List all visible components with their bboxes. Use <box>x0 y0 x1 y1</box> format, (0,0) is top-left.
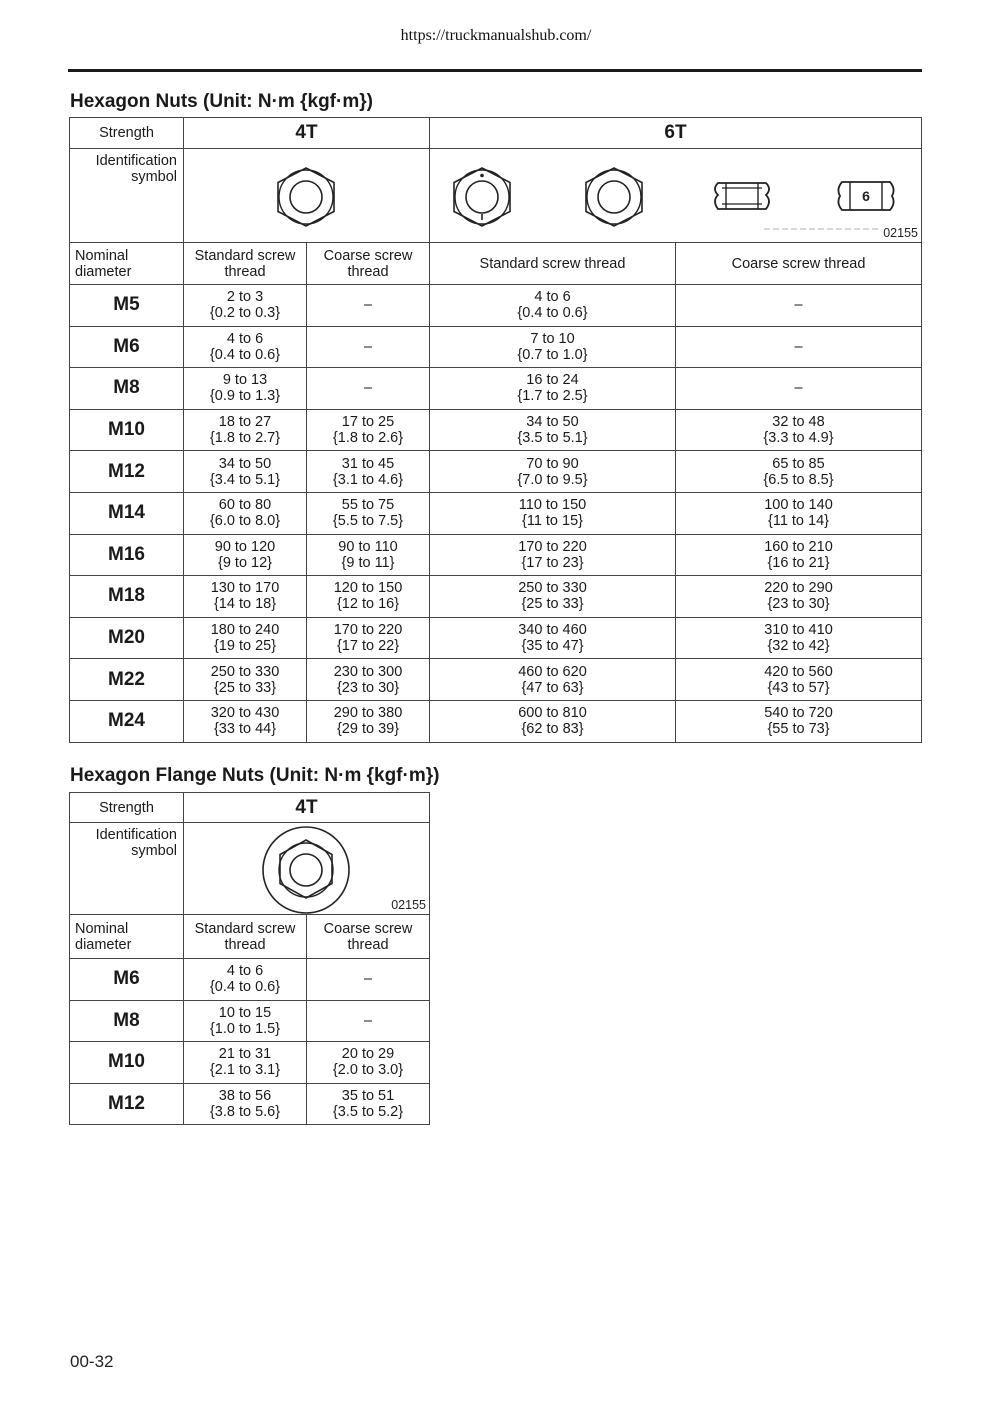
col-header-coarse <box>307 915 430 959</box>
torque-range: 420 to 560 <box>764 663 833 680</box>
torque-range: 9 to 13 <box>222 372 268 389</box>
torque-range: 70 to 90 <box>526 455 579 472</box>
torque-cell-1 <box>184 368 307 410</box>
nominal-size: M12 <box>70 1083 184 1125</box>
hexagon-nuts-title: Hexagon Nuts (Unit: N·m {kgf·m}) <box>70 91 373 112</box>
torque-range-kgfm: {0.4 to 0.6} <box>209 979 281 996</box>
torque-range-kgfm: {11 to 14} <box>767 513 830 530</box>
torque-range: 2 to 3 <box>226 289 264 306</box>
table-row <box>70 326 922 368</box>
torque-range-kgfm: {3.1 to 4.6} <box>332 471 404 488</box>
site-url[interactable]: https://truckmanualshub.com/ <box>400 27 592 44</box>
torque-cell-3 <box>430 576 676 618</box>
col-header-4t-coarse <box>307 243 430 285</box>
torque-cell-1 <box>184 534 307 576</box>
torque-cell-2 <box>307 492 430 534</box>
torque-range-kgfm: {6.5 to 8.5} <box>763 471 834 488</box>
torque-range-kgfm: {29 to 39} <box>336 721 400 738</box>
nominal-label-line1: Nominal <box>75 247 129 264</box>
table-row <box>70 285 922 327</box>
torque-range: – <box>794 338 803 355</box>
torque-range: – <box>794 297 803 314</box>
page-number: 00-32 <box>70 1352 114 1371</box>
torque-range: 4 to 6 <box>226 330 264 347</box>
torque-cell-2 <box>307 959 430 1001</box>
torque-range: – <box>794 380 803 397</box>
col-header-6t-standard: Standard screw thread <box>430 243 676 285</box>
torque-range: 100 to 140 <box>764 497 833 514</box>
torque-cell-1 <box>184 659 307 701</box>
torque-range: 7 to 10 <box>530 330 575 347</box>
torque-range-kgfm: {1.7 to 2.5} <box>517 388 588 405</box>
torque-range-kgfm: {1.8 to 2.6} <box>332 430 404 447</box>
col-header-standard <box>184 915 307 959</box>
torque-cell-3 <box>430 368 676 410</box>
torque-range-kgfm: {3.4 to 5.1} <box>209 471 281 488</box>
col-header-6t-coarse: Coarse screw thread <box>676 243 922 285</box>
nominal-label-line2: diameter <box>75 936 132 953</box>
torque-cell-3 <box>430 534 676 576</box>
torque-range-kgfm: {9 to 11} <box>341 554 395 571</box>
torque-cell-1 <box>184 1000 307 1042</box>
torque-range: 20 to 29 <box>341 1046 395 1063</box>
torque-cell-2 <box>307 1042 430 1084</box>
grade-4t: 4T <box>184 793 430 823</box>
nominal-size: M6 <box>70 326 184 368</box>
grade-4t: 4T <box>184 118 430 149</box>
torque-range-kgfm: {23 to 30} <box>767 596 830 613</box>
torque-range: 170 to 220 <box>333 622 403 639</box>
nominal-size: M10 <box>70 409 184 451</box>
torque-cell-4 <box>676 285 922 327</box>
torque-cell-2 <box>307 1083 430 1125</box>
torque-range-kgfm: {0.7 to 1.0} <box>517 346 588 363</box>
torque-range-kgfm: {3.3 to 4.9} <box>763 430 834 447</box>
torque-range-kgfm: {12 to 16} <box>336 596 400 613</box>
torque-range: 250 to 330 <box>210 663 280 680</box>
nominal-size: M24 <box>70 700 184 742</box>
torque-cell-2 <box>307 451 430 493</box>
torque-range-kgfm: {3.8 to 5.6} <box>209 1104 281 1121</box>
torque-cell-3 <box>430 451 676 493</box>
torque-cell-2 <box>307 409 430 451</box>
torque-range-kgfm: {19 to 25} <box>213 638 277 655</box>
torque-range: 130 to 170 <box>210 580 280 597</box>
grade-6t: 6T <box>430 118 922 149</box>
torque-range-kgfm: {6.0 to 8.0} <box>209 513 281 530</box>
nominal-diameter-label <box>70 915 184 959</box>
table-row <box>70 959 430 1001</box>
table-row <box>70 451 922 493</box>
torque-range: 290 to 380 <box>333 705 403 722</box>
torque-range-kgfm: {7.0 to 9.5} <box>517 471 588 488</box>
col-header-line2: thread <box>224 936 266 953</box>
torque-range-kgfm: {17 to 22} <box>336 638 400 655</box>
figure-number: 02155 <box>883 226 918 240</box>
hex-nut-plain-icon <box>586 168 642 226</box>
torque-range-kgfm: {3.5 to 5.2} <box>332 1104 404 1121</box>
torque-cell-4 <box>676 368 922 410</box>
hex-nut-side-groove-icon <box>715 183 769 209</box>
marking-6-label: 6 <box>862 188 870 204</box>
hex-nut-4t-icon <box>184 149 430 243</box>
torque-range: 60 to 80 <box>218 497 272 514</box>
torque-cell-1 <box>184 576 307 618</box>
id-label-line1: Identification <box>95 153 177 169</box>
table-row <box>70 409 922 451</box>
torque-range-kgfm: {0.9 to 1.3} <box>209 388 281 405</box>
identification-symbol-label <box>70 149 184 243</box>
torque-range: 34 to 50 <box>526 414 579 431</box>
hexagon-flange-nuts-title: Hexagon Flange Nuts (Unit: N·m {kgf·m}) <box>70 765 440 786</box>
torque-range-kgfm: {16 to 21} <box>767 554 830 571</box>
torque-cell-4 <box>676 326 922 368</box>
nominal-size: M8 <box>70 1000 184 1042</box>
torque-cell-4 <box>676 700 922 742</box>
col-header-line1: Coarse screw <box>323 247 413 264</box>
torque-cell-3 <box>430 659 676 701</box>
torque-range: 540 to 720 <box>764 705 833 722</box>
torque-range: 170 to 220 <box>518 538 587 555</box>
nominal-size: M8 <box>70 368 184 410</box>
torque-range-kgfm: {25 to 33} <box>213 679 277 696</box>
torque-range-kgfm: {9 to 12} <box>217 554 273 571</box>
torque-range: 250 to 330 <box>518 580 587 597</box>
symbol-6t-cell <box>430 149 922 243</box>
table-row <box>70 534 922 576</box>
torque-range: – <box>363 380 373 397</box>
table-row <box>70 659 922 701</box>
torque-range: 35 to 51 <box>341 1088 395 1105</box>
table-row <box>70 492 922 534</box>
hex-nut-6t-symbols <box>430 149 922 243</box>
torque-range-kgfm: {43 to 57} <box>767 679 830 696</box>
torque-range: 90 to 120 <box>214 538 276 555</box>
torque-range-kgfm: {62 to 83} <box>521 721 584 738</box>
table-row <box>70 617 922 659</box>
nominal-size: M20 <box>70 617 184 659</box>
col-header-line2: thread <box>224 263 266 280</box>
torque-cell-3 <box>430 326 676 368</box>
torque-cell-1 <box>184 1042 307 1084</box>
identification-symbol-label <box>70 823 184 915</box>
torque-cell-1 <box>184 700 307 742</box>
torque-cell-1 <box>184 451 307 493</box>
torque-cell-4 <box>676 451 922 493</box>
torque-range-kgfm: {0.4 to 0.6} <box>209 346 281 363</box>
torque-range: 16 to 24 <box>526 372 579 389</box>
torque-range-kgfm: {2.0 to 3.0} <box>332 1062 404 1079</box>
torque-cell-1 <box>184 959 307 1001</box>
torque-range-kgfm: {11 to 15} <box>521 513 584 530</box>
torque-range: 4 to 6 <box>534 289 571 306</box>
nominal-size: M6 <box>70 959 184 1001</box>
id-label-line2: symbol <box>131 169 177 185</box>
torque-range: 31 to 45 <box>341 455 395 472</box>
torque-range: 17 to 25 <box>341 414 395 431</box>
nominal-size: M14 <box>70 492 184 534</box>
torque-range-kgfm: {35 to 47} <box>521 638 584 655</box>
torque-cell-4 <box>676 576 922 618</box>
table-row <box>70 700 922 742</box>
torque-range: 38 to 56 <box>218 1088 272 1105</box>
torque-cell-2 <box>307 617 430 659</box>
torque-range: – <box>363 1012 373 1029</box>
nominal-diameter-label <box>70 243 184 285</box>
torque-cell-1 <box>184 409 307 451</box>
torque-cell-2 <box>307 534 430 576</box>
torque-range-kgfm: {2.1 to 3.1} <box>209 1062 281 1079</box>
torque-range-kgfm: {0.2 to 0.3} <box>209 305 281 322</box>
torque-range-kgfm: {32 to 42} <box>767 638 830 655</box>
nominal-size: M10 <box>70 1042 184 1084</box>
torque-range: 310 to 410 <box>764 622 833 639</box>
torque-cell-1 <box>184 326 307 368</box>
torque-cell-4 <box>676 659 922 701</box>
nominal-size: M5 <box>70 285 184 327</box>
torque-range-kgfm: {5.5 to 7.5} <box>332 513 404 530</box>
torque-range: 180 to 240 <box>210 622 280 639</box>
torque-range-kgfm: {0.4 to 0.6} <box>517 305 588 322</box>
torque-range: 4 to 6 <box>226 963 264 980</box>
table-row <box>70 1000 430 1042</box>
torque-range-kgfm: {25 to 33} <box>521 596 584 613</box>
symbol-flange-4t-cell <box>184 823 430 915</box>
torque-cell-3 <box>430 617 676 659</box>
torque-cell-2 <box>307 1000 430 1042</box>
col-header-line1: Coarse screw <box>323 920 413 937</box>
torque-range: 120 to 150 <box>333 580 403 597</box>
nominal-size: M22 <box>70 659 184 701</box>
table-row <box>70 1083 430 1125</box>
strength-label: Strength <box>70 118 184 149</box>
id-label-line2: symbol <box>131 843 177 859</box>
torque-cell-1 <box>184 1083 307 1125</box>
torque-range: 65 to 85 <box>772 455 825 472</box>
torque-cell-2 <box>307 326 430 368</box>
torque-range-kgfm: {1.0 to 1.5} <box>209 1020 281 1037</box>
torque-range: 110 to 150 <box>518 497 587 514</box>
hexagon-nuts-table <box>69 117 922 743</box>
hex-nut-side-numbered-icon <box>838 182 893 210</box>
torque-cell-2 <box>307 576 430 618</box>
table-row <box>70 368 922 410</box>
nominal-label-line1: Nominal <box>75 920 129 937</box>
torque-range: 21 to 31 <box>218 1046 272 1063</box>
header-rule <box>68 69 922 72</box>
symbol-4t-cell <box>184 149 430 243</box>
torque-range: 55 to 75 <box>341 497 395 514</box>
torque-range: 18 to 27 <box>218 414 272 431</box>
torque-range-kgfm: {17 to 23} <box>521 554 584 571</box>
torque-range-kgfm: {3.5 to 5.1} <box>517 430 588 447</box>
col-header-line2: thread <box>347 936 389 953</box>
torque-cell-2 <box>307 659 430 701</box>
torque-range-kgfm: {33 to 44} <box>213 721 277 738</box>
torque-cell-3 <box>430 285 676 327</box>
torque-range: 230 to 300 <box>333 663 403 680</box>
torque-cell-4 <box>676 409 922 451</box>
torque-range: 220 to 290 <box>764 580 833 597</box>
torque-range: 340 to 460 <box>518 622 587 639</box>
torque-cell-1 <box>184 492 307 534</box>
nominal-size: M12 <box>70 451 184 493</box>
torque-range: – <box>363 971 373 988</box>
torque-range: 34 to 50 <box>218 455 272 472</box>
torque-range: – <box>363 297 373 314</box>
torque-range: 32 to 48 <box>772 414 825 431</box>
torque-range-kgfm: {1.8 to 2.7} <box>209 430 281 447</box>
torque-range-kgfm: {47 to 63} <box>521 679 584 696</box>
nominal-size: M18 <box>70 576 184 618</box>
torque-range: 10 to 15 <box>218 1004 272 1021</box>
torque-range: – <box>363 338 373 355</box>
torque-cell-4 <box>676 534 922 576</box>
torque-cell-3 <box>430 409 676 451</box>
torque-cell-4 <box>676 492 922 534</box>
col-header-line1: Standard screw <box>194 920 296 937</box>
hex-nut-dot-mark-icon <box>454 168 510 226</box>
torque-range-kgfm: {14 to 18} <box>213 596 277 613</box>
torque-cell-1 <box>184 285 307 327</box>
torque-range: 320 to 430 <box>210 705 280 722</box>
torque-range: 160 to 210 <box>764 538 833 555</box>
nominal-size: M16 <box>70 534 184 576</box>
hexagon-flange-nuts-table <box>69 792 430 1125</box>
torque-range: 600 to 810 <box>518 705 587 722</box>
torque-range: 90 to 110 <box>338 538 398 555</box>
torque-cell-2 <box>307 368 430 410</box>
id-label-line1: Identification <box>95 827 177 843</box>
col-header-4t-standard <box>184 243 307 285</box>
torque-cell-4 <box>676 617 922 659</box>
torque-cell-3 <box>430 492 676 534</box>
torque-range: 460 to 620 <box>518 663 587 680</box>
torque-cell-3 <box>430 700 676 742</box>
torque-cell-2 <box>307 285 430 327</box>
strength-label: Strength <box>70 793 184 823</box>
torque-range-kgfm: {23 to 30} <box>336 679 400 696</box>
figure-number: 02155 <box>391 898 426 912</box>
col-header-line2: thread <box>347 263 389 280</box>
nominal-label-line2: diameter <box>75 263 132 280</box>
torque-range-kgfm: {55 to 73} <box>767 721 830 738</box>
col-header-line1: Standard screw <box>194 247 296 264</box>
torque-cell-1 <box>184 617 307 659</box>
table-row <box>70 576 922 618</box>
table-row <box>70 1042 430 1084</box>
torque-cell-2 <box>307 700 430 742</box>
